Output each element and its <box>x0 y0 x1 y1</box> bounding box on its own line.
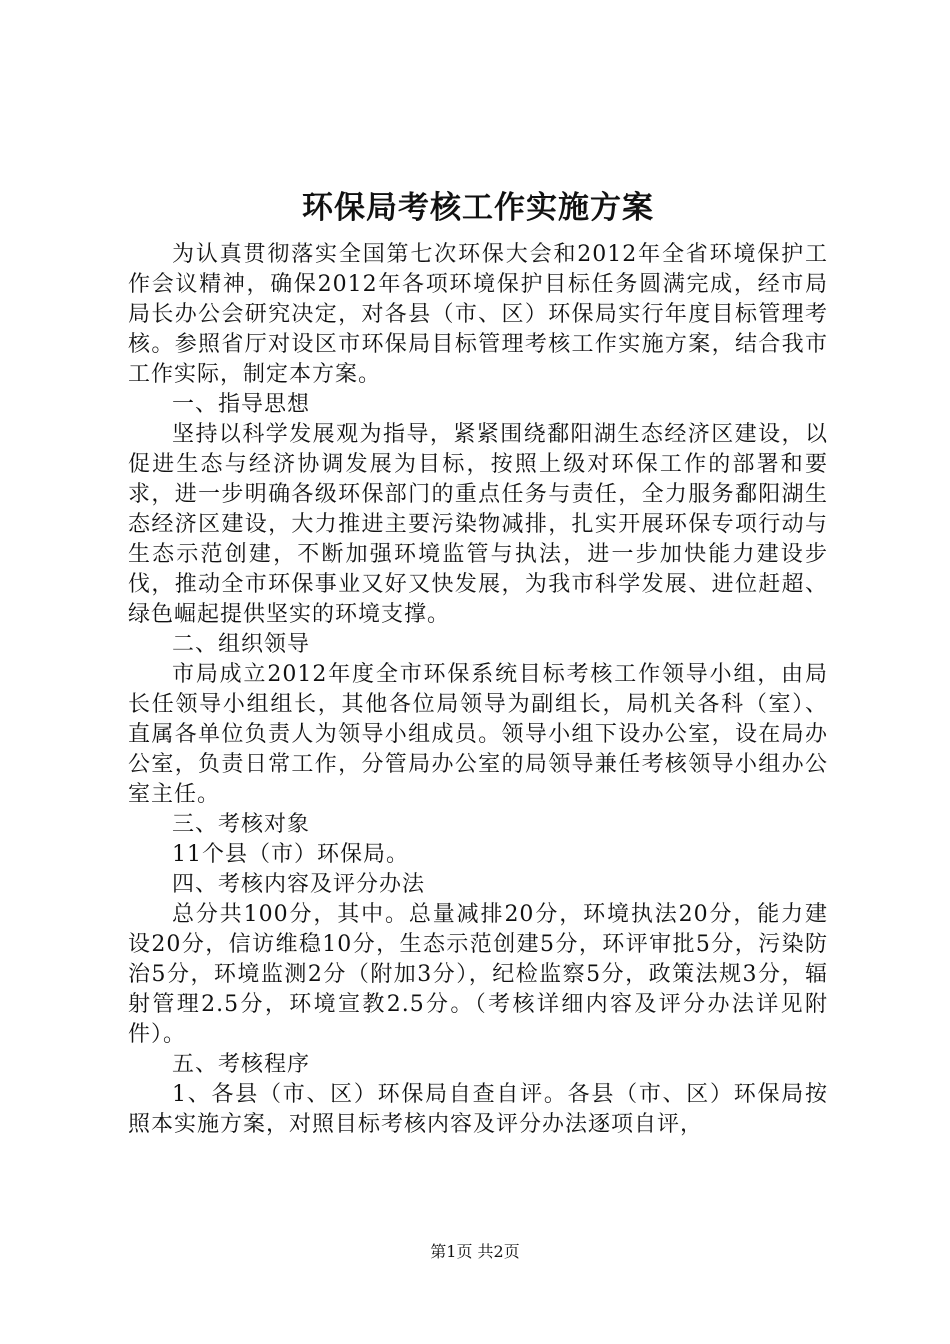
section-heading-organization: 二、组织领导 <box>172 632 311 657</box>
section-heading-content-scoring: 四、考核内容及评分办法 <box>172 872 426 897</box>
section-heading-procedure: 五、考核程序 <box>172 1052 311 1077</box>
section-body-content-scoring: 总分共100分，其中。总量减排20分，环境执法20分，能力建设20分，信访维稳10分，生态示范创建5分，环评审批5分，污染防治5分，环境监测2分（附加3分），纪检监察5分，政策法规3分，辐射管理2.5分，环境宣教2.5分。（考核详细内容及评分办法详见附件）。 <box>128 902 828 1047</box>
document-page <box>128 182 828 1140</box>
section-body-guiding-ideology: 坚持以科学发展观为指导，紧紧围绕鄱阳湖生态经济区建设，以促进生态与经济协调发展为目标，按照上级对环保工作的部署和要求，进一步明确各级环保部门的重点任务与责任，全力服务鄱阳湖生态经济区建设，大力推进主要污染物减排，扎实开展环保专项行动与生态示范创建，不断加强环境监管与执法，进一步加快能力建设步伐，推动全市环保事业又好又快发展，为我市科学发展、进位赶超、绿色崛起提供坚实的环境支撑。 <box>128 422 828 627</box>
section-body-assessment-targets: 11个县（市）环保局。 <box>172 842 409 867</box>
page-number-footer: 第1页 共2页 <box>430 1242 520 1261</box>
document-title: 环保局考核工作实施方案 <box>302 190 654 226</box>
section-heading-assessment-targets: 三、考核对象 <box>172 812 311 837</box>
section-heading-guiding-ideology: 一、指导思想 <box>172 392 311 417</box>
section-body-procedure: 1、各县（市、区）环保局自查自评。各县（市、区）环保局按照本实施方案，对照目标考核内容及评分办法逐项自评， <box>128 1082 828 1137</box>
section-body-organization: 市局成立2012年度全市环保系统目标考核工作领导小组，由局长任领导小组组长，其他各位局领导为副组长，局机关各科（室）、直属各单位负责人为领导小组成员。领导小组下设办公室，设在局办公室，负责日常工作，分管局办公室的局领导兼任考核领导小组办公室主任。 <box>128 662 828 807</box>
intro-paragraph: 为认真贯彻落实全国第七次环保大会和2012年全省环境保护工作会议精神，确保2012年各项环境保护目标任务圆满完成，经市局局长办公会研究决定，对各县（市、区）环保局实行年度目标管理考核。参照省厅对设区市环保局目标管理考核工作实施方案，结合我市工作实际，制定本方案。 <box>128 242 828 387</box>
